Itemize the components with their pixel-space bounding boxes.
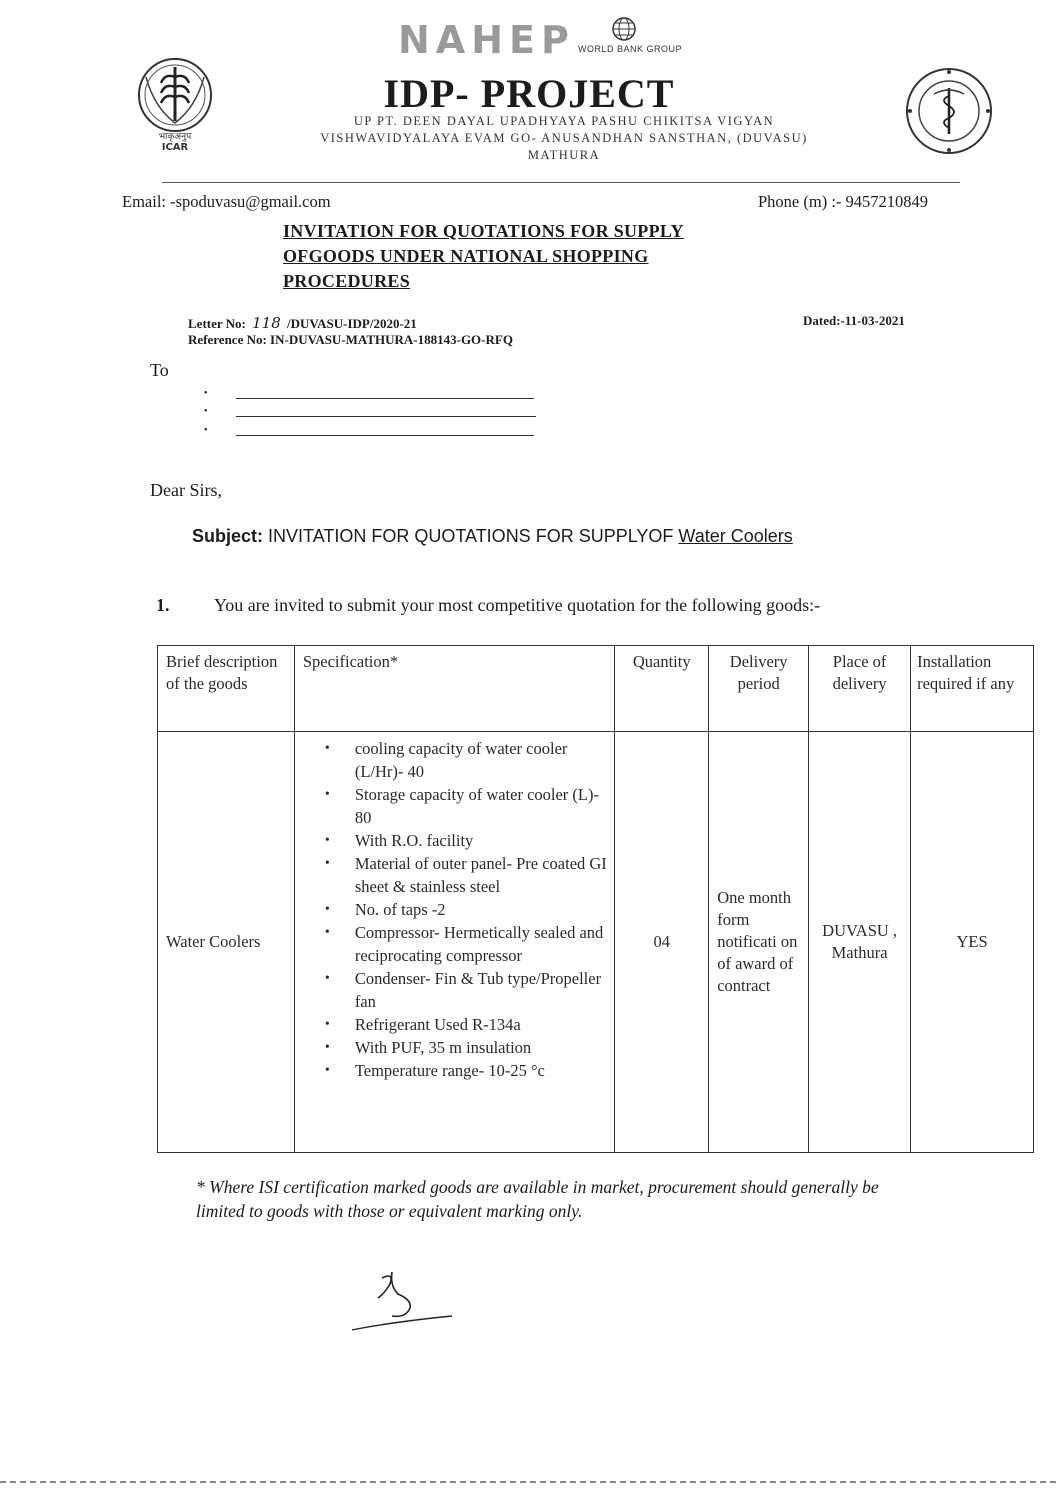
document-title-line-3: PROCEDURES <box>283 271 411 291</box>
footnote: * Where ISI certification marked goods are available in market, procurement should generally be limited to goods with those or equivalent marking only. <box>196 1177 879 1221</box>
world-bank-group-label: WORLD BANK GROUP <box>578 44 683 54</box>
letter-date: Dated:-11-03-2021 <box>803 313 905 328</box>
specification-list <box>301 737 608 1082</box>
letter-number-handwritten: 118 <box>252 314 281 332</box>
subject-text: INVITATION FOR QUOTATIONS FOR SUPPLYOF <box>268 526 674 546</box>
svg-text:भाकृअनुप: भाकृअनुप <box>158 132 192 142</box>
quantity-cell: 04 <box>615 732 709 1153</box>
institution-line-2: VISHWAVIDYALAYA EVAM GO- ANUSANDHAN SANSTHAN, (DUVASU) <box>320 131 808 145</box>
header-divider <box>162 182 960 183</box>
table-header-cell: Place of delivery <box>809 646 911 732</box>
letter-number-value: /DUVASU-IDP/2020-21 <box>287 316 417 331</box>
document-title-line-1: INVITATION FOR QUOTATIONS FOR SUPPLY <box>283 221 684 241</box>
specification-cell <box>294 732 614 1153</box>
table-header-cell: Installation required if any <box>911 646 1034 732</box>
letter-number-label: Letter No: <box>188 316 246 331</box>
specification-item: • Refrigerant Used R-134a <box>355 1013 608 1036</box>
place-of-delivery-cell: DUVASU , Mathura <box>809 732 911 1153</box>
document-title-line-2: OFGOODS UNDER NATIONAL SHOPPING <box>283 246 649 266</box>
subject-item: Water Coolers <box>678 526 793 546</box>
delivery-period-cell: One month form notificati on of award of contract <box>709 732 809 1153</box>
specification-item: • No. of taps -2 <box>355 898 608 921</box>
address-bullet: • <box>204 425 208 436</box>
specification-item: • With R.O. facility <box>355 829 608 852</box>
specification-item: • Material of outer panel- Pre coated GI sheet & stainless steel <box>355 852 608 898</box>
goods-description-cell: Water Coolers <box>158 732 295 1153</box>
subject-label: Subject: <box>192 526 264 546</box>
table-header-cell: Quantity <box>615 646 709 732</box>
installation-cell: YES <box>911 732 1034 1153</box>
paragraph-text: You are invited to submit your most competitive quotation for the following goods:- <box>214 595 821 615</box>
phone-text: Phone (m) :- 9457210849 <box>758 192 929 211</box>
address-blank-line <box>236 435 534 436</box>
project-title: IDP- PROJECT <box>383 71 675 116</box>
address-bullet: • <box>204 388 208 399</box>
svg-text:ICAR: ICAR <box>161 142 189 151</box>
address-bullet: • <box>204 406 208 417</box>
reference-number: Reference No: IN-DUVASU-MATHURA-188143-GO-RFQ <box>188 332 513 347</box>
document-title <box>283 219 684 294</box>
institution-line-1: UP PT. DEEN DAYAL UPADHYAYA PASHU CHIKITSA VIGYAN <box>353 114 775 128</box>
salutation: Dear Sirs, <box>150 480 222 500</box>
email-text: Email: -spoduvasu@gmail.com <box>122 192 331 211</box>
address-blank-line <box>236 416 536 417</box>
specification-item: • With PUF, 35 m insulation <box>355 1036 608 1059</box>
paragraph-number: 1. <box>156 595 170 615</box>
table-header-cell: Delivery period <box>709 646 809 732</box>
table-header-cell: Specification* <box>294 646 614 732</box>
scan-edge-artifact <box>0 1480 1058 1484</box>
table-row <box>158 732 1034 1153</box>
specification-item: • Storage capacity of water cooler (L)- 80 <box>355 783 608 829</box>
specification-item: • cooling capacity of water cooler (L/Hr)- 40 <box>355 737 608 783</box>
to-label: To <box>150 360 169 380</box>
table-header-cell: Brief description of the goods <box>158 646 295 732</box>
subject-line <box>192 526 793 547</box>
world-bank-globe-icon <box>611 16 637 42</box>
nahep-logo: NAHEP <box>398 18 575 62</box>
signature <box>348 1270 458 1340</box>
institution-line-3: MATHURA <box>527 148 601 162</box>
duvasu-seal-logo <box>904 66 994 156</box>
table-header-row <box>158 646 1034 732</box>
specification-item: • Temperature range- 10-25 °c <box>355 1059 608 1082</box>
address-blank-line <box>236 398 534 399</box>
specification-item: • Condenser- Fin & Tub type/Propeller fan <box>355 967 608 1013</box>
goods-table <box>157 645 1034 1153</box>
paragraph-1 <box>156 595 820 616</box>
specification-item: • Compressor- Hermetically sealed and reciprocating compressor <box>355 921 608 967</box>
